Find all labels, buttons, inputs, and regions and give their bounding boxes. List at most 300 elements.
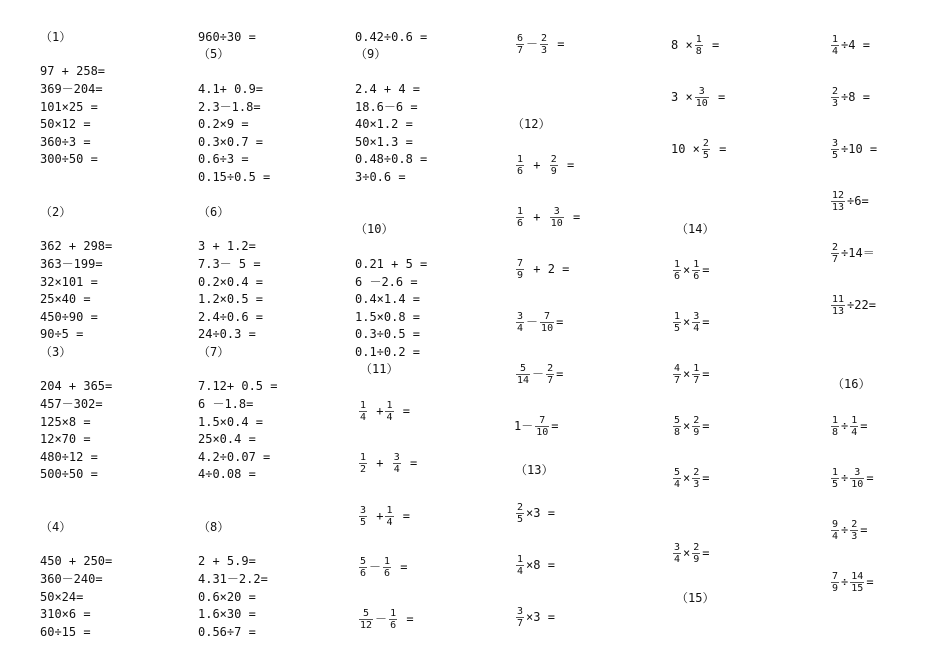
numerator: 2	[693, 542, 700, 553]
denominator: 12	[360, 620, 373, 631]
denominator: 3	[693, 479, 700, 490]
numerator: 1	[674, 311, 681, 322]
operator-text: ÷	[841, 471, 849, 485]
numerator: 2	[517, 502, 524, 513]
numerator: 2	[550, 154, 557, 165]
operator-text: +	[526, 210, 548, 224]
denominator: 9	[517, 270, 524, 281]
operator-text: =	[556, 315, 564, 329]
numerator: 5	[363, 608, 370, 619]
fraction-problem	[829, 467, 874, 490]
numerator: 2	[832, 86, 839, 97]
fraction	[385, 505, 393, 528]
fraction	[389, 608, 397, 631]
problem-text: 97 + 258=	[40, 64, 106, 78]
numerator: 1	[517, 154, 524, 165]
problem-text: 4.1+ 0.9=	[198, 82, 264, 96]
denominator: 4	[832, 46, 839, 57]
problem-text: 2.4÷0.6 =	[198, 310, 264, 324]
fraction	[516, 311, 524, 334]
numerator: 2	[702, 138, 709, 149]
fraction-problem	[357, 556, 408, 579]
section-heading: （6）	[198, 205, 230, 219]
fraction-problem	[829, 190, 869, 213]
fraction-problem	[671, 86, 725, 109]
operator-text: =	[702, 263, 710, 277]
denominator: 6	[674, 271, 681, 282]
fraction	[546, 363, 554, 386]
problem-text: 7.3－ 5 =	[198, 257, 261, 271]
denominator: 7	[693, 375, 700, 386]
fraction-problem	[514, 415, 559, 438]
fraction	[673, 542, 681, 565]
numerator: 7	[539, 415, 546, 426]
operator-text: ×3 =	[526, 610, 555, 624]
operator-text: ×8 =	[526, 558, 555, 572]
operator-text: =	[860, 419, 868, 433]
fraction	[535, 415, 549, 438]
denominator: 8	[832, 427, 839, 438]
denominator: 6	[384, 568, 391, 579]
operator-text: =	[551, 419, 559, 433]
denominator: 6	[390, 620, 397, 631]
denominator: 4	[360, 412, 367, 423]
operator-text: =	[399, 612, 414, 626]
numerator: 1	[386, 400, 393, 411]
operator-text: ÷14＝	[841, 246, 875, 260]
problem-text: 4.2÷0.07 =	[198, 450, 271, 464]
numerator: 1	[384, 556, 391, 567]
denominator: 5	[832, 150, 839, 161]
problem-text: 4÷0.08 =	[198, 467, 256, 481]
fraction	[692, 363, 700, 386]
problem-text: 4.31－2.2=	[198, 572, 268, 586]
fraction-problem	[671, 34, 719, 57]
fraction	[359, 505, 367, 528]
fraction	[673, 259, 681, 282]
fraction-problem	[671, 259, 710, 282]
fraction-problem	[671, 542, 710, 565]
operator-text: =	[395, 509, 410, 523]
numerator: 1	[386, 505, 393, 516]
numerator: 14	[851, 571, 864, 582]
numerator: 3	[854, 467, 861, 478]
operator-text: =	[704, 38, 720, 52]
operator-text: －	[532, 367, 545, 381]
fraction	[516, 154, 524, 177]
fraction-problem	[514, 554, 555, 577]
fraction	[831, 467, 839, 490]
numerator: 1	[390, 608, 397, 619]
fraction-problem	[829, 415, 868, 438]
problem-text: 457－302=	[40, 397, 103, 411]
problem-text: 125×8 =	[40, 415, 91, 429]
fraction	[385, 400, 393, 423]
fraction	[695, 34, 703, 57]
operator-text: =	[702, 419, 710, 433]
numerator: 2	[541, 33, 548, 44]
fraction	[831, 138, 839, 161]
operator-text: =	[866, 471, 874, 485]
fraction	[831, 415, 839, 438]
denominator: 13	[832, 202, 845, 213]
fraction-problem	[671, 467, 710, 490]
fraction	[831, 242, 839, 265]
problem-text: 1.6×30 =	[198, 607, 256, 621]
fraction	[673, 467, 681, 490]
problem-text: 450 + 250=	[40, 554, 113, 568]
operator-text: 8 ×	[671, 38, 693, 52]
section-heading: （8）	[198, 520, 230, 534]
section-heading: （15）	[676, 591, 715, 605]
numerator: 1	[851, 415, 858, 426]
operator-text: －	[526, 315, 539, 329]
operator-text: =	[393, 560, 408, 574]
numerator: 2	[693, 467, 700, 478]
problem-text: 50×1.3 =	[355, 135, 413, 149]
numerator: 2	[832, 242, 839, 253]
section-heading: （9）	[355, 47, 387, 61]
fraction	[516, 258, 524, 281]
operator-text: + 2 =	[526, 262, 570, 276]
fraction	[516, 606, 524, 629]
operator-text: =	[559, 158, 575, 172]
denominator: 4	[386, 517, 393, 528]
fraction-problem	[514, 33, 565, 56]
operator-text: =	[556, 367, 564, 381]
section-heading: （5）	[198, 47, 230, 61]
problem-text: 50×12 =	[40, 117, 91, 131]
operator-text: －	[369, 560, 382, 574]
fraction	[831, 34, 839, 57]
operator-text: =	[866, 575, 874, 589]
operator-text: ÷	[841, 419, 849, 433]
denominator: 4	[386, 412, 393, 423]
operator-text: =	[702, 471, 710, 485]
denominator: 15	[851, 583, 864, 594]
problem-text: 360÷3 =	[40, 135, 91, 149]
numerator: 5	[520, 363, 527, 374]
problem-text: 24÷0.3 =	[198, 327, 256, 341]
denominator: 3	[851, 531, 858, 542]
operator-text: +	[526, 158, 548, 172]
operator-text: －	[375, 612, 388, 626]
fraction-problem	[514, 206, 580, 229]
problem-text: 310×6 =	[40, 607, 91, 621]
section-heading: （3）	[40, 345, 72, 359]
problem-text: 204 + 365=	[40, 379, 113, 393]
numerator: 2	[851, 519, 858, 530]
operator-text: ×	[683, 546, 691, 560]
denominator: 6	[517, 166, 524, 177]
operator-text: ÷10 =	[841, 142, 878, 156]
problem-text: 50×24=	[40, 590, 84, 604]
denominator: 7	[547, 375, 554, 386]
fraction	[516, 206, 524, 229]
fraction	[673, 415, 681, 438]
denominator: 5	[517, 514, 524, 525]
operator-text: =	[860, 523, 868, 537]
problem-text: 0.2×0.4 =	[198, 275, 264, 289]
fraction	[673, 311, 681, 334]
denominator: 4	[674, 479, 681, 490]
fraction	[692, 259, 700, 282]
problem-text: 0.2×9 =	[198, 117, 249, 131]
fraction	[850, 519, 858, 542]
denominator: 4	[517, 323, 524, 334]
fraction	[516, 33, 524, 56]
problem-text: 369－204=	[40, 82, 103, 96]
denominator: 5	[674, 323, 681, 334]
operator-text: ÷8 =	[841, 90, 870, 104]
fraction	[702, 138, 710, 161]
fraction	[692, 542, 700, 565]
section-heading: （11）	[360, 362, 399, 376]
denominator: 10	[550, 218, 563, 229]
denominator: 10	[851, 479, 864, 490]
denominator: 10	[541, 323, 554, 334]
numerator: 5	[360, 556, 367, 567]
problem-text: 0.1÷0.2 =	[355, 345, 421, 359]
fraction-problem	[514, 258, 569, 281]
denominator: 9	[832, 583, 839, 594]
numerator: 1	[832, 34, 839, 45]
operator-text: =	[711, 142, 727, 156]
problem-text: 500÷50 =	[40, 467, 98, 481]
fraction	[383, 556, 391, 579]
problem-text: 12×70 =	[40, 432, 91, 446]
problem-text: 40×1.2 =	[355, 117, 413, 131]
denominator: 7	[517, 45, 524, 56]
problem-text: 450÷90 =	[40, 310, 98, 324]
denominator: 13	[832, 306, 845, 317]
operator-text: ×	[683, 315, 691, 329]
operator-text: ÷	[841, 575, 849, 589]
section-heading: （7）	[198, 345, 230, 359]
fraction	[692, 415, 700, 438]
denominator: 4	[674, 554, 681, 565]
fraction	[516, 502, 524, 525]
denominator: 9	[550, 166, 557, 177]
operator-text: +	[369, 404, 384, 418]
numerator: 1	[832, 467, 839, 478]
operator-text: 3 ×	[671, 90, 693, 104]
numerator: 1	[517, 554, 524, 565]
problem-text: 0.3÷0.5 =	[355, 327, 421, 341]
problem-text: 2 + 5.9=	[198, 554, 256, 568]
fraction-problem	[671, 138, 726, 161]
fraction	[831, 86, 839, 109]
fraction-problem	[829, 86, 870, 109]
fraction-problem	[357, 452, 417, 475]
operator-text: +	[369, 456, 391, 470]
fraction	[850, 571, 864, 594]
section-heading: （1）	[40, 30, 72, 44]
denominator: 3	[832, 98, 839, 109]
operator-text: ÷4 =	[841, 38, 870, 52]
denominator: 10	[695, 98, 708, 109]
fraction-problem	[829, 571, 874, 594]
fraction	[692, 467, 700, 490]
operator-text: =	[702, 367, 710, 381]
operator-text: +	[369, 509, 384, 523]
numerator: 2	[693, 415, 700, 426]
fraction-problem	[829, 34, 870, 57]
operator-text: =	[402, 456, 418, 470]
fraction	[359, 608, 373, 631]
section-heading: （4）	[40, 520, 72, 534]
problem-text: 0.3×0.7 =	[198, 135, 264, 149]
fraction-problem	[671, 415, 710, 438]
fraction	[692, 311, 700, 334]
fraction-problem	[671, 311, 710, 334]
problem-text: 1.2×0.5 =	[198, 292, 264, 306]
problem-text: 6 －2.6 =	[355, 275, 418, 289]
problem-text: 300÷50 =	[40, 152, 98, 166]
fraction-problem	[514, 154, 574, 177]
problem-text: 32×101 =	[40, 275, 98, 289]
fraction	[831, 294, 845, 317]
problem-text: 6 －1.8=	[198, 397, 254, 411]
numerator: 1	[674, 259, 681, 270]
fraction	[695, 86, 709, 109]
problem-text: 0.21 + 5 =	[355, 257, 428, 271]
numerator: 9	[832, 519, 839, 530]
fraction-problem	[829, 519, 868, 542]
numerator: 12	[832, 190, 845, 201]
problem-text: 0.56÷7 =	[198, 625, 256, 639]
operator-text: =	[565, 210, 581, 224]
denominator: 4	[517, 566, 524, 577]
numerator: 3	[698, 86, 705, 97]
denominator: 14	[517, 375, 530, 386]
problem-text: 0.6×20 =	[198, 590, 256, 604]
section-heading: （12）	[512, 117, 551, 131]
denominator: 9	[693, 427, 700, 438]
numerator: 1	[360, 452, 367, 463]
problem-text: 0.48÷0.8 =	[355, 152, 428, 166]
denominator: 10	[536, 427, 549, 438]
fraction-problem	[514, 606, 555, 629]
numerator: 1	[517, 206, 524, 217]
numerator: 1	[832, 415, 839, 426]
denominator: 7	[674, 375, 681, 386]
numerator: 6	[517, 33, 524, 44]
denominator: 7	[517, 618, 524, 629]
fraction-problem	[357, 400, 410, 423]
denominator: 8	[674, 427, 681, 438]
operator-text: －	[526, 37, 539, 51]
numerator: 2	[547, 363, 554, 374]
fraction-problem	[829, 294, 876, 317]
operator-text: ×	[683, 367, 691, 381]
numerator: 1	[360, 400, 367, 411]
fraction	[359, 400, 367, 423]
fraction-problem	[829, 138, 877, 161]
denominator: 5	[832, 479, 839, 490]
problem-text: 2.4 + 4 =	[355, 82, 421, 96]
fraction	[550, 154, 558, 177]
numerator: 7	[517, 258, 524, 269]
fraction	[359, 452, 367, 475]
problem-text: 480÷12 =	[40, 450, 98, 464]
fraction	[540, 33, 548, 56]
operator-text: 10 ×	[671, 142, 700, 156]
numerator: 3	[360, 505, 367, 516]
fraction	[516, 363, 530, 386]
denominator: 3	[541, 45, 548, 56]
problem-text: 60÷15 =	[40, 625, 91, 639]
fraction-problem	[514, 363, 563, 386]
denominator: 4	[693, 323, 700, 334]
problem-text: 1.5×0.4 =	[198, 415, 264, 429]
denominator: 4	[832, 531, 839, 542]
fraction	[831, 190, 845, 213]
denominator: 8	[695, 46, 702, 57]
problem-text: 3÷0.6 =	[355, 170, 406, 184]
problem-text: 0.15÷0.5 =	[198, 170, 271, 184]
denominator: 6	[517, 218, 524, 229]
fraction	[831, 571, 839, 594]
numerator: 3	[393, 452, 400, 463]
fraction	[540, 311, 554, 334]
numerator: 1	[693, 259, 700, 270]
section-heading: （16）	[832, 377, 871, 391]
operator-text: =	[702, 546, 710, 560]
fraction-problem	[671, 363, 710, 386]
problem-text: 0.6÷3 =	[198, 152, 249, 166]
fraction-problem	[829, 242, 875, 265]
fraction	[831, 519, 839, 542]
problem-text: 3 + 1.2=	[198, 239, 256, 253]
numerator: 3	[517, 606, 524, 617]
problem-text: 90÷5 =	[40, 327, 84, 341]
operator-text: 1－	[514, 419, 534, 433]
numerator: 3	[553, 206, 560, 217]
denominator: 9	[693, 554, 700, 565]
operator-text: =	[550, 37, 565, 51]
denominator: 2	[360, 464, 367, 475]
fraction	[850, 415, 858, 438]
fraction	[550, 206, 564, 229]
numerator: 5	[674, 415, 681, 426]
section-heading: （2）	[40, 205, 72, 219]
problem-text: 362 + 298=	[40, 239, 113, 253]
numerator: 4	[674, 363, 681, 374]
fraction	[850, 467, 864, 490]
numerator: 7	[832, 571, 839, 582]
problem-text: 960÷30 =	[198, 30, 256, 44]
operator-text: ÷22=	[847, 298, 876, 312]
problem-text: 1.5×0.8 =	[355, 310, 421, 324]
numerator: 11	[832, 294, 845, 305]
operator-text: =	[710, 90, 726, 104]
problem-text: 18.6－6 =	[355, 100, 418, 114]
denominator: 4	[851, 427, 858, 438]
denominator: 7	[832, 254, 839, 265]
numerator: 3	[517, 311, 524, 322]
numerator: 1	[695, 34, 702, 45]
denominator: 5	[360, 517, 367, 528]
section-heading: （13）	[515, 463, 554, 477]
denominator: 6	[693, 271, 700, 282]
problem-text: 101×25 =	[40, 100, 98, 114]
section-heading: （14）	[676, 222, 715, 236]
problem-text: 25×0.4 =	[198, 432, 256, 446]
numerator: 5	[674, 467, 681, 478]
operator-text: =	[395, 404, 410, 418]
numerator: 3	[693, 311, 700, 322]
